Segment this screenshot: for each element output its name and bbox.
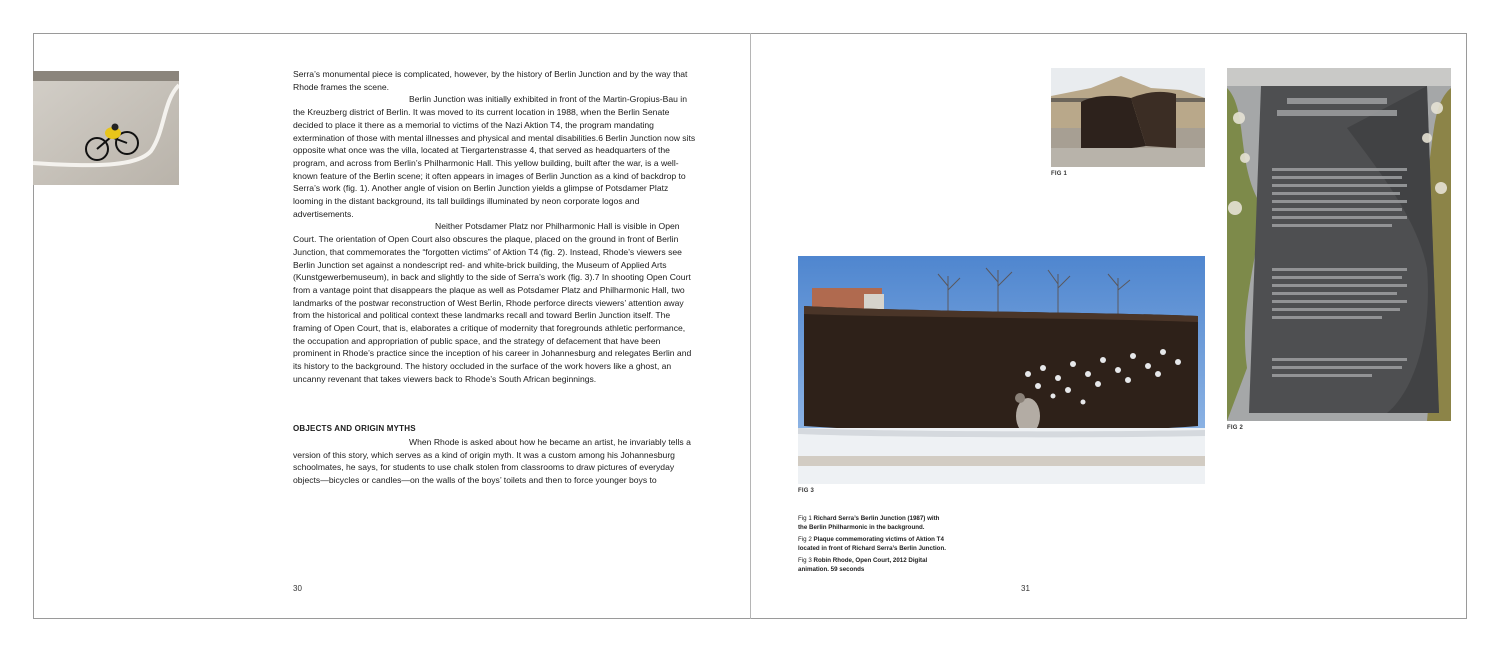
fig3-image [798, 256, 1205, 484]
caption-number: Fig 3 [798, 557, 814, 565]
caption-fig3 [798, 557, 948, 574]
caption-number: Fig 2 [798, 536, 814, 544]
caption-fig2 [798, 536, 948, 553]
fig2-label: FIG 2 [1227, 425, 1244, 431]
fig1-image [1051, 68, 1205, 167]
figure-captions [798, 515, 948, 579]
page-number-right: 31 [1021, 584, 1030, 593]
paragraph: Serra’s monumental piece is complicated, however, by the history of Berlin Junction and by the way that Rhode frames the scene. [293, 69, 688, 92]
fig2-image [1227, 68, 1451, 421]
caption-fig1 [798, 515, 948, 532]
page-gutter [750, 33, 751, 619]
section-heading: OBJECTS AND ORIGIN MYTHS [293, 424, 416, 433]
fig3-label: FIG 3 [798, 488, 815, 494]
fig1-label: FIG 1 [1051, 171, 1068, 177]
cyclist-thumbnail-image [33, 71, 179, 185]
section-body-text [293, 436, 697, 487]
paragraph: Neither Potsdamer Platz nor Philharmonic Hall is visible in Open Court. The orientation of Open Court also obscures the plaque, placed on the ground in front of Berlin Junction, that commemorates the “forgotten victims” of Aktion T4 (fig. 2). Instead, Rhode’s viewers see Berlin Junction set against a nondescript red- and white-brick building, the Museum of Applied Arts (Kunstgewerbemuseum), in back and slightly to the side of Serra’s work (fig. 3).7 In shooting Open Court from a vantage point that disappears the plaque as well as Potsdamer Platz and Philharmonic Hall, two landmarks of the postwar reconstruction of West Berlin, Rhode perforce directs viewers’ attention away from the historical and political context these landmarks recall and toward Berlin Junction itself. The framing of Open Court, that is, elaborates a critique of modernity that foregrounds athletic performance, the occupation and appropriation of public space, and the strategy of defacement that have been prominent in Rhode’s practice since the inception of his career in Johannesburg and relegates Berlin and its history to the background. The history occluded in the surface of the work hovers like a ghost, an uncanny revenant that takes viewers back to Rhode’s South African beginnings. [293, 221, 692, 384]
caption-text: Robin Rhode, Open Court, 2012 Digital animation. 59 seconds [798, 557, 928, 573]
body-text [293, 68, 697, 386]
caption-text: Richard Serra’s Berlin Junction (1987) with the Berlin Philharmonic in the background. [798, 515, 940, 531]
paragraph: Berlin Junction was initially exhibited in front of the Martin-Gropius-Bau in the Kreuzberg district of Berlin. It was moved to its current location in 1988, when the Berlin Senate decided to place it there as a memorial to victims of the Nazi Aktion T4, the program mandating extermination of those with mental illnesses and physical and mental disabilities.6 Berlin Junction now sits opposite what once was the villa, located at Tiergartenstrasse 4, that served as headquarters of the program, and across from Berlin’s Philharmonic Hall. This yellow building, built after the war, is a well-known feature of the Berlin scene; it often appears in images of Berlin Junction as a kind of backdrop to Serra’s work (fig. 1). Another angle of vision on Berlin Junction yields a glimpse of Potsdamer Platz looming in the distant background, its tall buildings illuminated by neon corporate logos and advertisements. [293, 94, 696, 219]
paragraph: When Rhode is asked about how he became an artist, he invariably tells a version of this story, which serves as a kind of origin myth. It was a custom among his Johannesburg schoolmates, he says, for students to use chalk stolen from classrooms to draw pictures of everyday objects—bicycles or candles—on the walls of the boys’ toilets and then to force younger boys to [293, 437, 691, 486]
caption-text: Plaque commemorating victims of Aktion T4 located in front of Richard Serra’s Berlin Junction. [798, 536, 946, 552]
page-number-left: 30 [293, 584, 302, 593]
caption-number: Fig 1 [798, 515, 814, 522]
